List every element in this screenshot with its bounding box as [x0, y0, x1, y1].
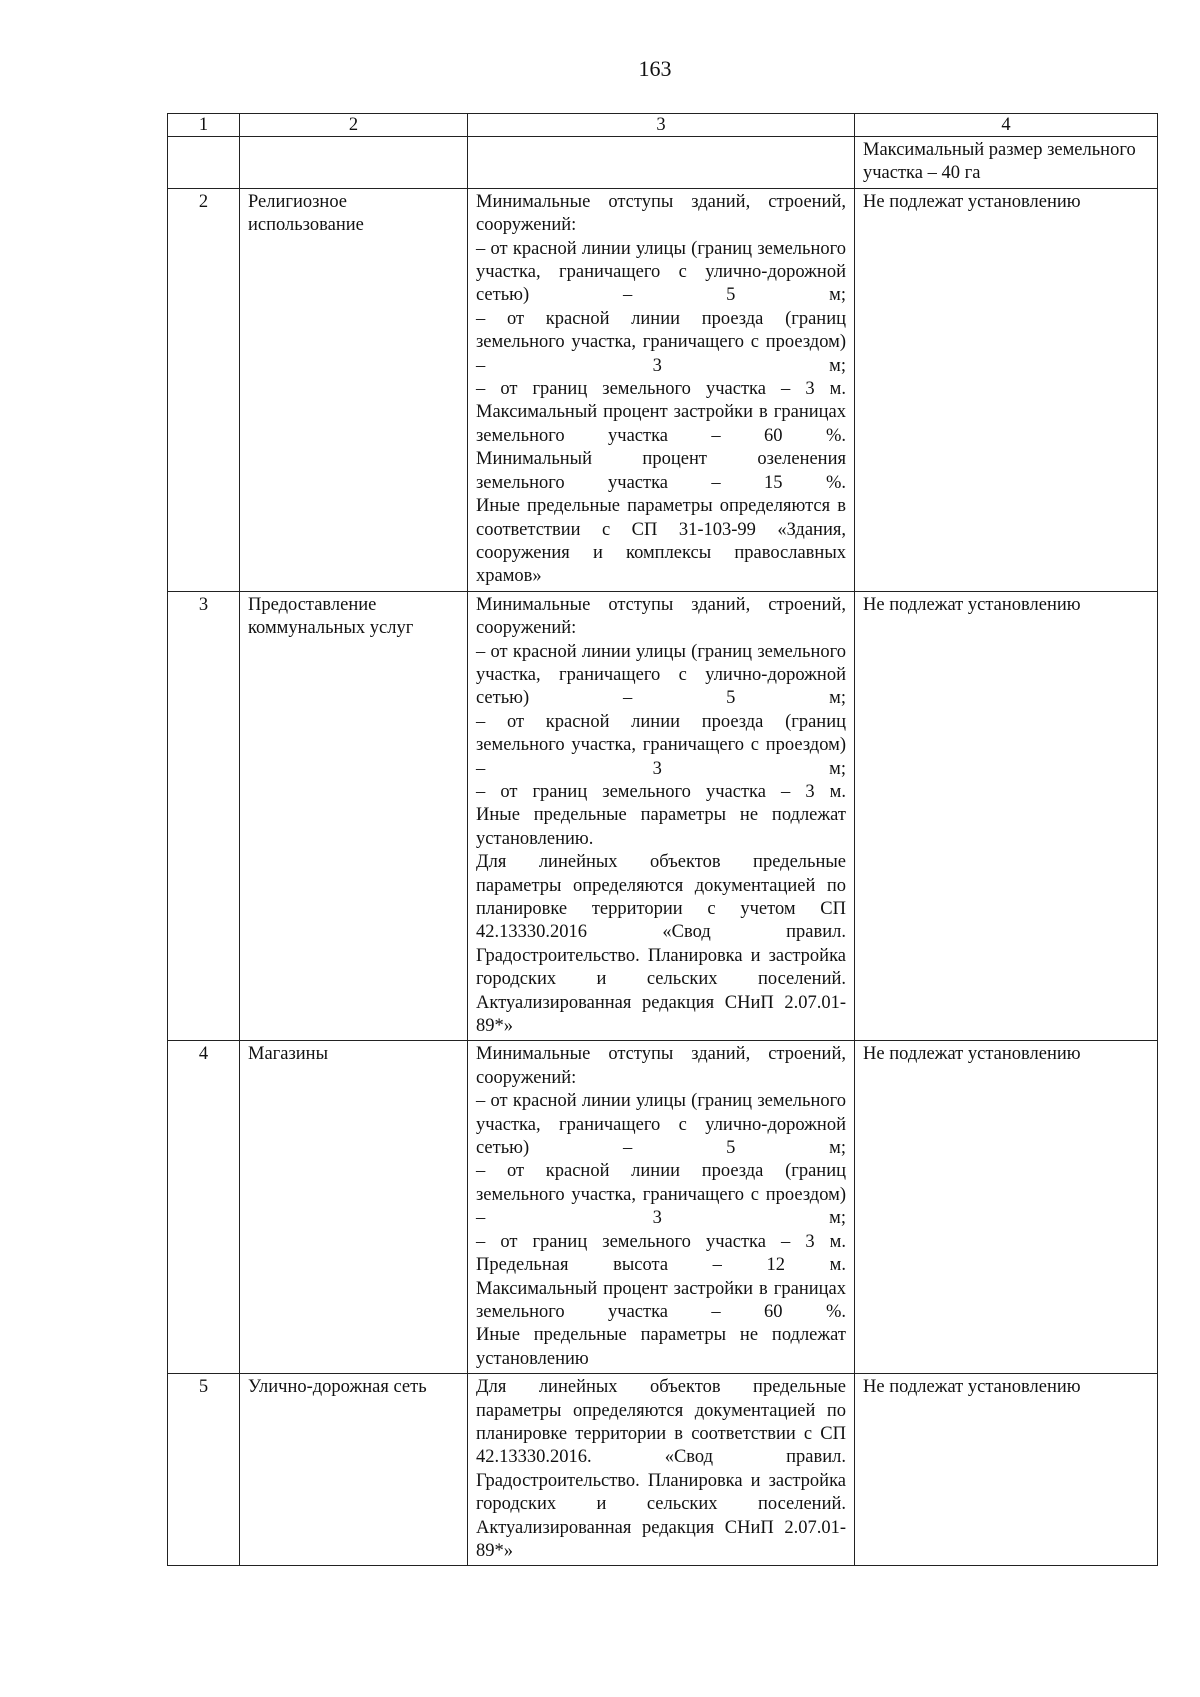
parameter-paragraph: Минимальные отступы зданий, строений, сооружений:	[476, 594, 846, 639]
parameter-paragraph: – от красной линии улицы (границ земельного участка, граничащего с улично-дорожной сетью) – 5 м;	[476, 238, 846, 306]
header-cell-3: 3	[468, 114, 855, 137]
row-number-cell: 3	[168, 591, 240, 1041]
parameter-paragraph: Предельная высота – 12 м.	[476, 1255, 846, 1276]
row-number-cell: 5	[168, 1374, 240, 1566]
parameter-paragraph: Минимальные отступы зданий, строений, сооружений:	[476, 1044, 846, 1088]
parameter-paragraph: Минимальный процент озеленения земельного участка – 15 %.	[476, 449, 846, 493]
regulations-table	[167, 113, 1158, 1566]
row-number-cell: 4	[168, 1041, 240, 1374]
parameter-paragraph: Минимальные отступы зданий, строений, сооружений:	[476, 191, 846, 236]
parameter-paragraph: Максимальный процент застройки в границах земельного участка – 60 %.	[476, 402, 846, 446]
restrictions-cell: Не подлежат установлению	[855, 188, 1158, 591]
table-row	[168, 188, 1158, 591]
parameter-paragraph: – от красной линии проезда (границ земельного участка, граничащего с проездом) – 3 м;	[476, 1161, 846, 1229]
parameter-paragraph: Иные предельные параметры не подлежат установлению.	[476, 805, 846, 849]
parameter-paragraph: Максимальный процент застройки в границах земельного участка – 60 %.	[476, 1278, 846, 1322]
restrictions-cell: Не подлежат установлению	[855, 1374, 1158, 1566]
table-body	[168, 114, 1158, 1566]
restrictions-cell: Не подлежат установлению	[855, 1041, 1158, 1374]
parameter-paragraph: – от границ земельного участка – 3 м.	[476, 781, 846, 802]
parameters-cell	[468, 1041, 855, 1374]
parameter-paragraph: Для линейных объектов предельные параметры определяются документацией по планировке территории в соответствии с СП 42.13330.2016. «Свод правил. Градостроительство. Планировка и застройка городских и сельских поселений. Актуализированная редакция СНиП 2.07.01-89*»	[476, 1377, 846, 1561]
land-use-name-cell: Предоставление коммунальных услуг	[240, 591, 468, 1041]
parameter-paragraph: – от красной линии проезда (границ земельного участка, граничащего с проездом) – 3 м;	[476, 711, 846, 779]
table-row	[168, 137, 1158, 189]
header-cell-2: 2	[240, 114, 468, 137]
restrictions-cell: Не подлежат установлению	[855, 591, 1158, 1041]
table-row	[168, 591, 1158, 1041]
parameters-cell	[468, 1374, 855, 1566]
parameter-paragraph: Для линейных объектов предельные параметры определяются документацией по планировке территории с учетом СП 42.13330.2016 «Свод правил. Градостроительство. Планировка и застройка городских и сельских поселений. Актуализированная редакция СНиП 2.07.01-89*»	[476, 852, 846, 1037]
parameter-paragraph: – от границ земельного участка – 3 м.	[476, 1231, 846, 1252]
parameter-paragraph: Иные предельные параметры не подлежат установлению	[476, 1325, 846, 1369]
parameter-paragraph: Иные предельные параметры определяются в соответствии с СП 31-103-99 «Здания, сооружения и комплексы православных храмов»	[476, 496, 846, 587]
parameter-paragraph: – от границ земельного участка – 3 м.	[476, 379, 846, 400]
land-use-name-cell: Религиозное использование	[240, 188, 468, 591]
page-number: 163	[638, 56, 672, 81]
row-number-cell	[168, 137, 240, 189]
parameters-cell	[468, 188, 855, 591]
table-header-row	[168, 114, 1158, 137]
parameters-cell	[468, 137, 855, 189]
land-use-name-cell	[240, 137, 468, 189]
land-use-name-cell: Магазины	[240, 1041, 468, 1374]
header-cell-1: 1	[168, 114, 240, 137]
header-cell-4: 4	[855, 114, 1158, 137]
parameter-paragraph: – от красной линии улицы (границ земельного участка, граничащего с улично-дорожной сетью) – 5 м;	[476, 641, 846, 709]
parameter-paragraph: – от красной линии проезда (границ земельного участка, граничащего с проездом) – 3 м;	[476, 308, 846, 376]
table-row	[168, 1041, 1158, 1374]
land-use-name-cell: Улично-дорожная сеть	[240, 1374, 468, 1566]
row-number-cell: 2	[168, 188, 240, 591]
parameter-paragraph: – от красной линии улицы (границ земельного участка, граничащего с улично-дорожной сетью) – 5 м;	[476, 1091, 846, 1159]
parameters-cell	[468, 591, 855, 1041]
restrictions-cell: Максимальный размер земельного участка – 40 га	[855, 137, 1158, 189]
table-row	[168, 1374, 1158, 1566]
